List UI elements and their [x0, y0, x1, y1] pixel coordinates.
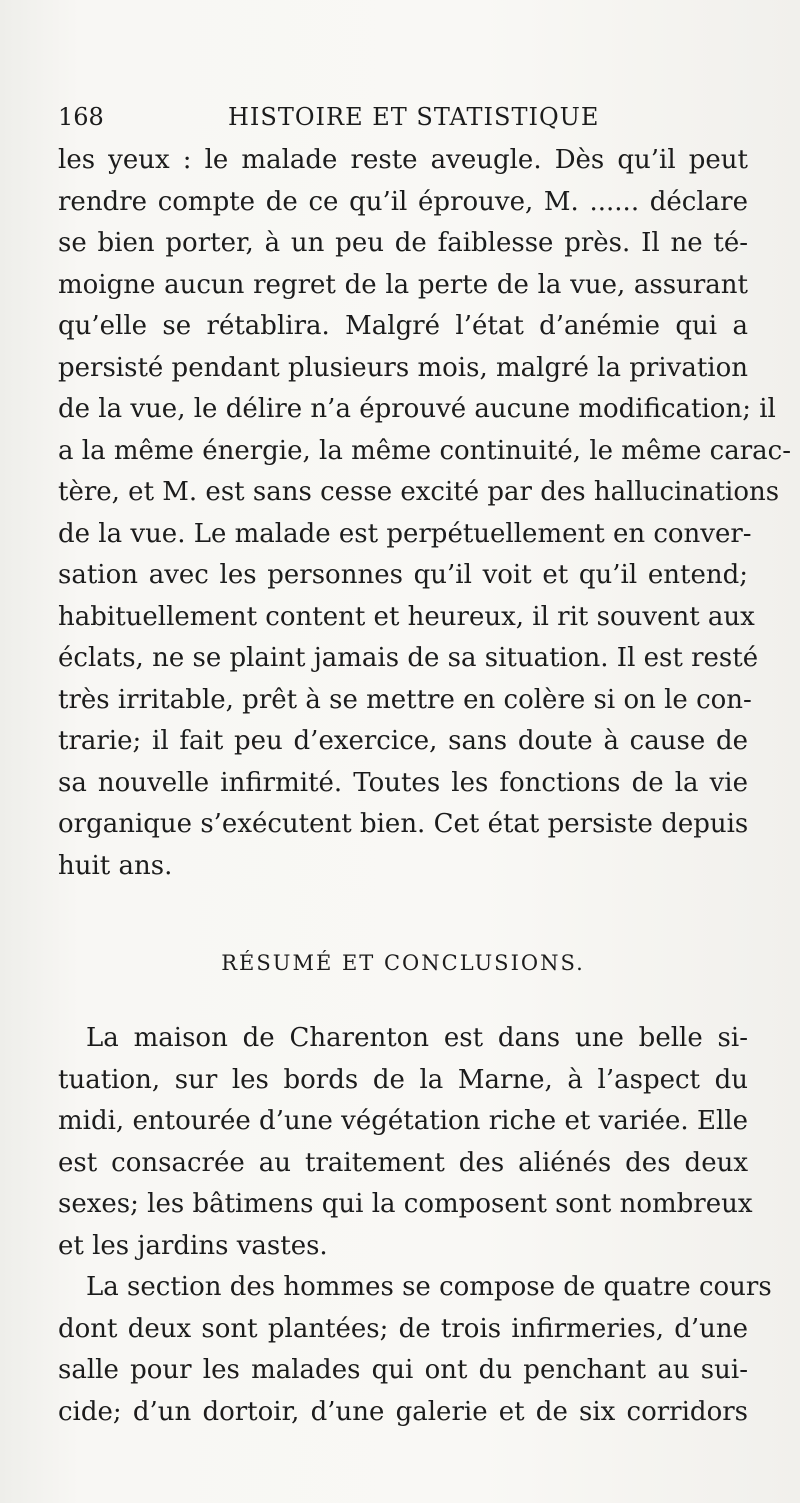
page-number: 168 [58, 103, 104, 131]
text-line: huit ans. [58, 850, 173, 881]
text-line: rendre compte de ce qu’il éprouve, M. ...... déclare [58, 186, 748, 217]
conclusions-text [58, 1018, 772, 1433]
text-line: sexes; les bâtimens qui la composent sont nombreux [58, 1189, 753, 1219]
text-line: très irritable, prêt à se mettre en colère si on le con- [58, 684, 752, 715]
text-line: les yeux : le malade reste aveugle. Dès qu’il peut [58, 145, 748, 175]
running-head [58, 100, 748, 134]
case-text [58, 140, 791, 887]
text-line: qu’elle se rétablira. Malgré l’état d’anémie qui a [58, 311, 748, 341]
text-line: de la vue. Le malade est perpétuellement en conver- [58, 518, 752, 549]
section-heading: RÉSUMÉ ET CONCLUSIONS. [221, 951, 585, 975]
text-line: sa nouvelle infirmité. Toutes les fonctions de la vie [58, 767, 748, 798]
text-line: cide; d’un dortoir, d’une galerie et de six corridors [58, 1396, 748, 1427]
text-line: se bien porter, à un peu de faiblesse près. Il ne té- [58, 228, 748, 258]
text-line: est consacrée au traitement des aliénés des deux [58, 1147, 748, 1178]
text-line: habituellement content et heureux, il rit souvent aux [58, 601, 755, 632]
text-line: tère, et M. est sans cesse excité par des hallucinations [58, 477, 780, 507]
text-line: organique s’exécutent bien. Cet état persiste depuis [58, 809, 749, 839]
text-line: moigne aucun regret de la perte de la vue, assurant [58, 269, 748, 300]
text-line: trarie; il fait peu d’exercice, sans doute à cause de [58, 726, 748, 756]
text-line: dont deux sont plantées; de trois infirmeries, d’une [58, 1313, 748, 1344]
text-line: La maison de Charenton est dans une belle si- [86, 1023, 748, 1053]
text-line: salle pour les malades qui ont du penchant au sui- [58, 1355, 748, 1385]
text-line: La section des hommes se compose de quatre cours [86, 1272, 772, 1302]
running-head-title: HISTOIRE ET STATISTIQUE [228, 103, 600, 131]
text-line: éclats, ne se plaint jamais de sa situation. Il est resté [58, 643, 759, 673]
text-line: sation avec les personnes qu’il voit et qu’il entend; [58, 560, 748, 590]
text-line: tuation, sur les bords de la Marne, à l’aspect du [58, 1064, 748, 1095]
text-line: et les jardins vastes. [58, 1230, 328, 1261]
text-line: persisté pendant plusieurs mois, malgré la privation [58, 352, 748, 383]
text-line: midi, entourée d’une végétation riche et variée. Elle [58, 1106, 748, 1136]
text-line: a la même énergie, la même continuité, le même carac- [58, 435, 791, 466]
text-line: de la vue, le délire n’a éprouvé aucune modification; il [58, 394, 776, 424]
